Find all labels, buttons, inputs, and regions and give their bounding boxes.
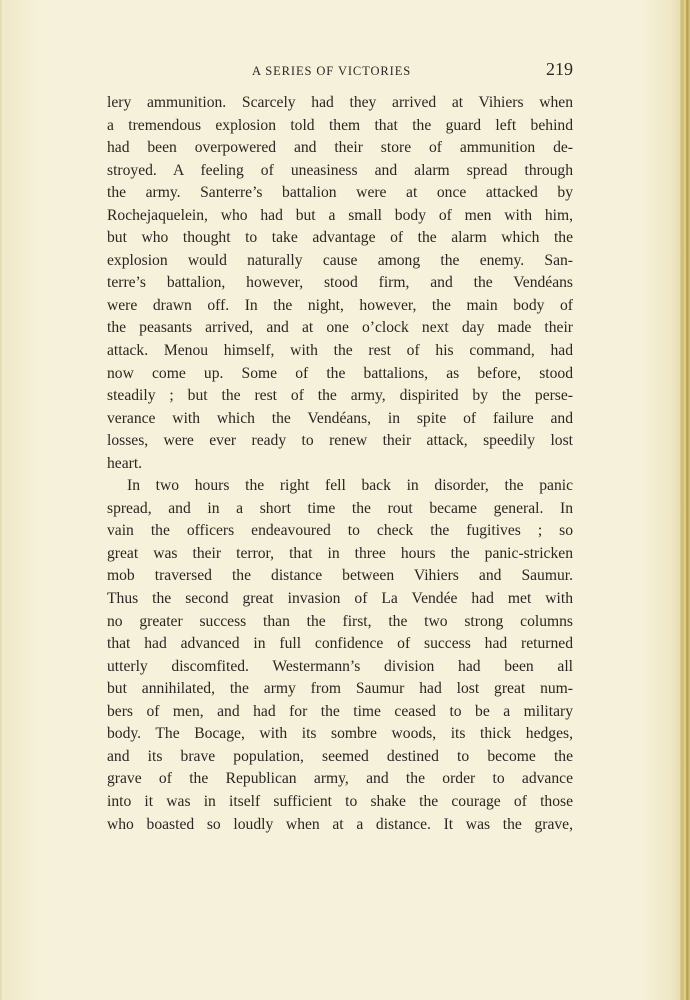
text-line: great was their terror, that in three hours the panic-stricken (107, 544, 573, 562)
text-line: a tremendous explosion told them that the guard left behind (107, 116, 573, 134)
text-line: explosion would naturally cause among the enemy. San- (107, 251, 573, 269)
page-right-edge (680, 0, 690, 1000)
text-line: but who thought to take advantage of the alarm which the (107, 229, 573, 247)
text-line: body. The Bocage, with its sombre woods, its thick hedges, (107, 725, 573, 743)
text-line: heart. (107, 454, 143, 472)
running-head: A SERIES OF VICTORIES (252, 64, 412, 78)
text-line: were drawn off. In the night, however, the main body of (107, 296, 573, 314)
page-number: 219 (546, 59, 573, 79)
text-line: grave of the Republican army, and the order to advance (107, 770, 573, 788)
text-line: Thus the second great invasion of La Vendée had met with (107, 590, 573, 608)
text-line: mob traversed the distance between Vihiers and Saumur. (107, 567, 573, 585)
page-left-edge (0, 0, 4, 1000)
text-line: spread, and in a short time the rout became general. In (107, 499, 573, 517)
text-line: the peasants arrived, and at one o’clock next day made their (107, 319, 573, 337)
page-header (107, 59, 573, 85)
text-line: losses, were ever ready to renew their attack, speedily lost (107, 432, 573, 450)
text-line: but annihilated, the army from Saumur had lost great num- (107, 680, 573, 698)
text-line: now come up. Some of the battalions, as before, stood (107, 364, 573, 382)
body-text (107, 92, 573, 836)
text-line: had been overpowered and their store of ammunition de- (107, 139, 573, 157)
text-line: into it was in itself sufficient to shake the courage of those (107, 792, 573, 810)
text-line: the army. Santerre’s battalion were at once attacked by (107, 184, 573, 202)
text-line: lery ammunition. Scarcely had they arrived at Vihiers when (107, 94, 573, 111)
text-line: and its brave population, seemed destined to become the (107, 747, 573, 765)
text-line: stroyed. A feeling of uneasiness and alarm spread through (107, 161, 573, 179)
text-line: that had advanced in full confidence of success had returned (107, 635, 573, 653)
text-line: Rochejaquelein, who had but a small body of men with him, (107, 206, 573, 224)
text-line: steadily ; but the rest of the army, dispirited by the perse- (107, 387, 573, 405)
text-line: attack. Menou himself, with the rest of his command, had (107, 342, 573, 360)
text-line: no greater success than the first, the two strong columns (107, 612, 573, 630)
text-line: utterly discomfited. Westermann’s division had been all (107, 657, 573, 675)
text-line: who boasted so loudly when at a distance. It was the grave, (107, 815, 573, 833)
text-line: verance with which the Vendéans, in spite of failure and (107, 409, 573, 427)
text-line: bers of men, and had for the time ceased to be a military (107, 702, 573, 720)
text-line: terre’s battalion, however, stood firm, and the Vendéans (107, 274, 573, 292)
text-line: In two hours the right fell back in disorder, the panic (127, 477, 573, 495)
text-line: vain the officers endeavoured to check the fugitives ; so (107, 522, 573, 540)
